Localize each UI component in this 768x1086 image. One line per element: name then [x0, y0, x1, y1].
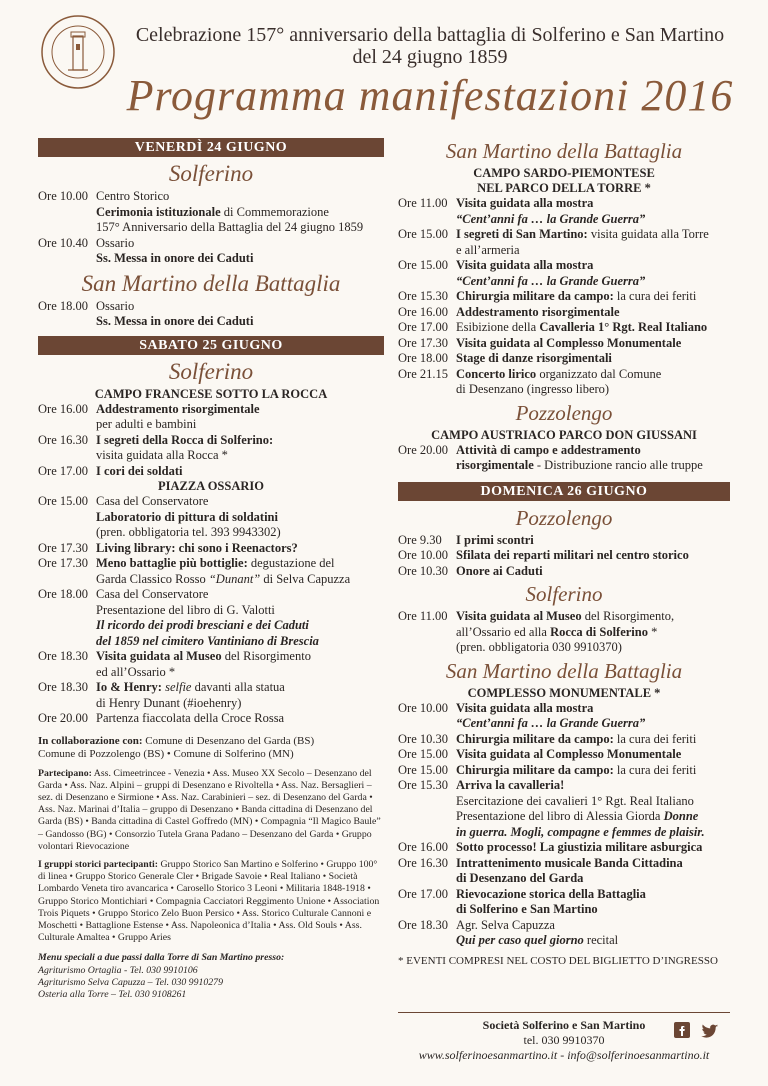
day-bar-sabato: SABATO 25 GIUGNO: [38, 336, 384, 355]
event-row: Ore 15.30 Arriva la cavalleria!: [398, 778, 565, 792]
facebook-icon[interactable]: [674, 1022, 690, 1038]
event-detail: Ss. Messa in onore dei Caduti: [96, 251, 254, 265]
event-detail: visita guidata alla Rocca *: [96, 448, 228, 462]
place-heading: San Martino della Battaglia: [81, 270, 341, 296]
footer-web: www.solferinoesanmartino.it - info@solferinoesanmartino.it: [418, 1048, 710, 1062]
place-heading: San Martino della Battaglia: [445, 658, 683, 683]
event-row: Ore 18.30 Agr. Selva Capuzza: [398, 917, 555, 932]
place-heading: Pozzolengo: [515, 400, 613, 425]
venue-heading: COMPLESSO MONUMENTALE *: [467, 685, 661, 700]
venue-heading: CAMPO AUSTRIACO PARCO DON GIUSSANI: [431, 427, 697, 442]
event-row: Ore 11.00 Visita guidata al Museo del Risorgimento,: [398, 609, 675, 623]
participants-block: Partecipano: Ass. Cimeetrincee - Venezia • Ass. Museo XX Secolo – Desenzano del Garda • Ass. Naz. Alpini – gruppi di Desenzano e Rivoltella • Ass. Naz. Bersaglieri – sez. di Desenzano e Sirmione • Ass. Naz. Carabinieri – sez. di Desenzano del Garda • Ass. Naz. Marinai d’Italia – gruppo di Desenzano • Banda cittadina di Desenzano del Garda (BS) • Banda cittadina di Castel Goffredo (MN) • Compagnia “Il Magico Baule” – Gandosso (BG) • Consorzio Tutela Grana Padano – Desenzano del Garda • Gruppo volontari Rievocazione: [38, 767, 381, 852]
venue-heading: CAMPO FRANCESE SOTTO LA ROCCA: [94, 386, 328, 401]
right-column: [398, 138, 730, 968]
event-detail: e all’armeria: [456, 242, 520, 257]
event-detail: Presentazione del libro di G. Valotti: [96, 602, 275, 617]
place-heading: Solferino: [168, 161, 254, 186]
left-column: [38, 138, 384, 1001]
event-detail: in guerra. Mogli, compagne e femmes de plaisir.: [456, 824, 705, 839]
header-line-2: del 24 giugno 1859: [352, 46, 508, 68]
event-detail: (pren. obbligatoria 030 9910370): [456, 640, 622, 654]
event-row: Ore 16.00 Addestramento risorgimentale: [398, 304, 620, 319]
event-row: Ore 15.00 I segreti di San Martino: visita guidata alla Torre: [398, 227, 709, 241]
event-row: Ore 15.00 Chirurgia militare da campo: la cura dei feriti: [398, 762, 697, 777]
day-bar-domenica: DOMENICA 26 GIUGNO: [398, 482, 730, 501]
event-row: Ore 10.00 Sfilata dei reparti militari nel centro storico: [398, 548, 689, 562]
event-row: Ore 9.30 I primi scontri: [398, 532, 534, 547]
event-detail: Il ricordo dei prodi bresciani e dei Caduti: [96, 618, 309, 632]
programme-title: Programma manifestazioni 2016: [126, 71, 734, 120]
event-detail: “Cent’anni fa … la Grande Guerra”: [456, 211, 646, 226]
footnote: * EVENTI COMPRESI NEL COSTO DEL BIGLIETTO D’INGRESSO: [398, 954, 718, 967]
event-row: Ore 15.30 Chirurgia militare da campo: la cura dei feriti: [398, 289, 697, 303]
event-row: Ore 16.30 I segreti della Rocca di Solferino:: [38, 432, 274, 447]
event-detail: ed all’Ossario *: [96, 664, 176, 679]
event-row: Ore 18.30 Visita guidata al Museo del Risorgimento: [38, 649, 311, 663]
day-bar-venerdi: VENERDÌ 24 GIUGNO: [38, 138, 384, 157]
event-row: Ore 17.00 Rievocazione storica della Battaglia: [398, 886, 646, 901]
event-detail: Garda Classico Rosso “Dunant” di Selva Capuzza: [96, 571, 351, 586]
event-detail: di Henry Dunant (#ioehenry): [96, 695, 242, 710]
venue-heading: PIAZZA OSSARIO: [158, 479, 264, 493]
event-row: Ore 11.00 Visita guidata alla mostra: [398, 196, 594, 210]
event-row: Ore 16.00 Sotto processo! La giustizia militare asburgica: [398, 840, 703, 854]
society-logo-icon: [40, 14, 116, 90]
social-icons: [672, 1020, 722, 1040]
event-row: Ore 17.30 Visita guidata al Complesso Monumentale: [398, 335, 682, 350]
event-detail: risorgimentale - Distribuzione rancio alle truppe: [456, 458, 703, 472]
event-row: Ore 20.00 Attività di campo e addestramento: [398, 442, 641, 457]
event-detail: Presentazione del libro di Alessia Giorda Donne: [456, 809, 699, 823]
historic-groups-block: I gruppi storici partecipanti: Gruppo Storico San Martino e Solferino • Gruppo 100° di linea • Gruppo Storico Generale Cler • Brigade Savoie • Real Italiano • Società Lombardo Veneta tiro avancarica • Carosello Storico 3 Leoni • Militaria 1848-1918 • Gruppo Storico Montichiari • Compagnia Cacciatori Reggimento Unione • Association Trois Piquets • Gruppo Storico Zelo Buon Persico • Ass. Storico Culturale Cannoni e Moschetti • Battaglione Estense • Ass. Napoleonica d’Italia • Ass. Old Souls • Ass. Culturale Amaltea • Gruppo Aries: [38, 858, 380, 944]
event-detail: per adulti e bambini: [96, 417, 197, 431]
venue-heading: CAMPO SARDO-PIEMONTESE: [473, 166, 655, 180]
event-row: Ore 21.15 Concerto lirico organizzato dal Comune: [398, 366, 662, 381]
venue-heading: NEL PARCO DELLA TORRE *: [477, 181, 651, 195]
event-detail: Laboratorio di pittura di soldatini: [96, 509, 278, 524]
event-detail: “Cent’anni fa … la Grande Guerra”: [456, 273, 646, 288]
event-detail: di Desenzano (ingresso libero): [456, 382, 610, 396]
event-row: Ore 18.00 Casa del Conservatore: [38, 587, 209, 601]
event-row: Ore 18.00 Ossario: [38, 298, 135, 313]
twitter-icon[interactable]: [701, 1025, 718, 1038]
event-row: Ore 15.00 Casa del Conservatore: [38, 494, 209, 508]
event-row: Ore 10.30 Chirurgia militare da campo: la cura dei feriti: [398, 731, 697, 746]
place-heading: Solferino: [168, 358, 254, 384]
event-row: Ore 17.00 I cori dei soldati: [38, 463, 183, 478]
footer-org: Società Solferino e San Martino: [482, 1018, 646, 1032]
event-detail: Cerimonia istituzionale di Commemorazione: [96, 204, 329, 219]
event-row: Ore 10.40 Ossario: [38, 235, 135, 250]
event-detail: Esercitazione dei cavalieri 1° Rgt. Real Italiano: [456, 793, 694, 808]
event-row: Ore 10.00 Visita guidata alla mostra: [398, 700, 594, 715]
header-line-1: Celebrazione 157° anniversario della battaglia di Solferino e San Martino: [135, 24, 725, 46]
event-row: Ore 18.00 Stage di danze risorgimentali: [398, 351, 612, 365]
event-row: Ore 10.30 Onore ai Caduti: [398, 563, 543, 578]
event-row: Ore 17.00 Esibizione della Cavalleria 1° Rgt. Real Italiano: [398, 320, 708, 334]
event-row: Ore 17.30 Meno battaglie più bottiglie: degustazione del: [38, 556, 335, 570]
menu-block: Menu speciali a due passi dalla Torre di San Martino presso: Agriturismo Ortaglia - Tel. 030 9910106 Agriturismo Selva Capuzza – Tel. 030 9910279 Osteria alla Torre – Tel. 030 9108261: [38, 952, 285, 1000]
event-detail: Qui per caso quel giorno recital: [456, 933, 619, 947]
event-detail: “Cent’anni fa … la Grande Guerra”: [456, 716, 646, 730]
place-heading: San Martino della Battaglia: [445, 139, 683, 163]
place-heading: Pozzolengo: [515, 505, 613, 530]
event-row: Ore 17.30 Living library: chi sono i Reenactors?: [38, 540, 298, 555]
collaboration-block: In collaborazione con: Comune di Desenzano del Garda (BS) Comune di Pozzolengo (BS) • Comune di Solferino (MN): [38, 734, 315, 760]
event-detail: Ss. Messa in onore dei Caduti: [96, 314, 254, 328]
event-row: Ore 15.00 Visita guidata alla mostra: [398, 258, 594, 272]
footer-tel: tel. 030 9910370: [523, 1033, 605, 1047]
event-detail: di Solferino e San Martino: [456, 902, 598, 916]
footer-divider: [398, 1012, 730, 1013]
event-row: Ore 18.30 Io & Henry: selfie davanti alla statua: [38, 680, 285, 694]
event-row: Ore 20.00 Partenza fiaccolata della Croce Rossa: [38, 711, 285, 725]
event-detail: all’Ossario ed alla Rocca di Solferino *: [456, 624, 658, 639]
event-detail: 157° Anniversario della Battaglia del 24 giugno 1859: [96, 220, 364, 234]
event-row: Ore 16.00 Addestramento risorgimentale: [38, 401, 260, 416]
event-row: Ore 16.30 Intrattenimento musicale Banda Cittadina: [398, 855, 683, 870]
event-detail: di Desenzano del Garda: [456, 871, 584, 885]
event-detail: del 1859 nel cimitero Vantiniano di Brescia: [96, 633, 319, 648]
event-row: Ore 10.00 Centro Storico: [38, 189, 170, 203]
event-row: Ore 15.00 Visita guidata al Complesso Monumentale: [398, 747, 682, 761]
event-detail: (pren. obbligatoria tel. 393 9943302): [96, 525, 281, 539]
place-heading: Solferino: [525, 582, 603, 606]
